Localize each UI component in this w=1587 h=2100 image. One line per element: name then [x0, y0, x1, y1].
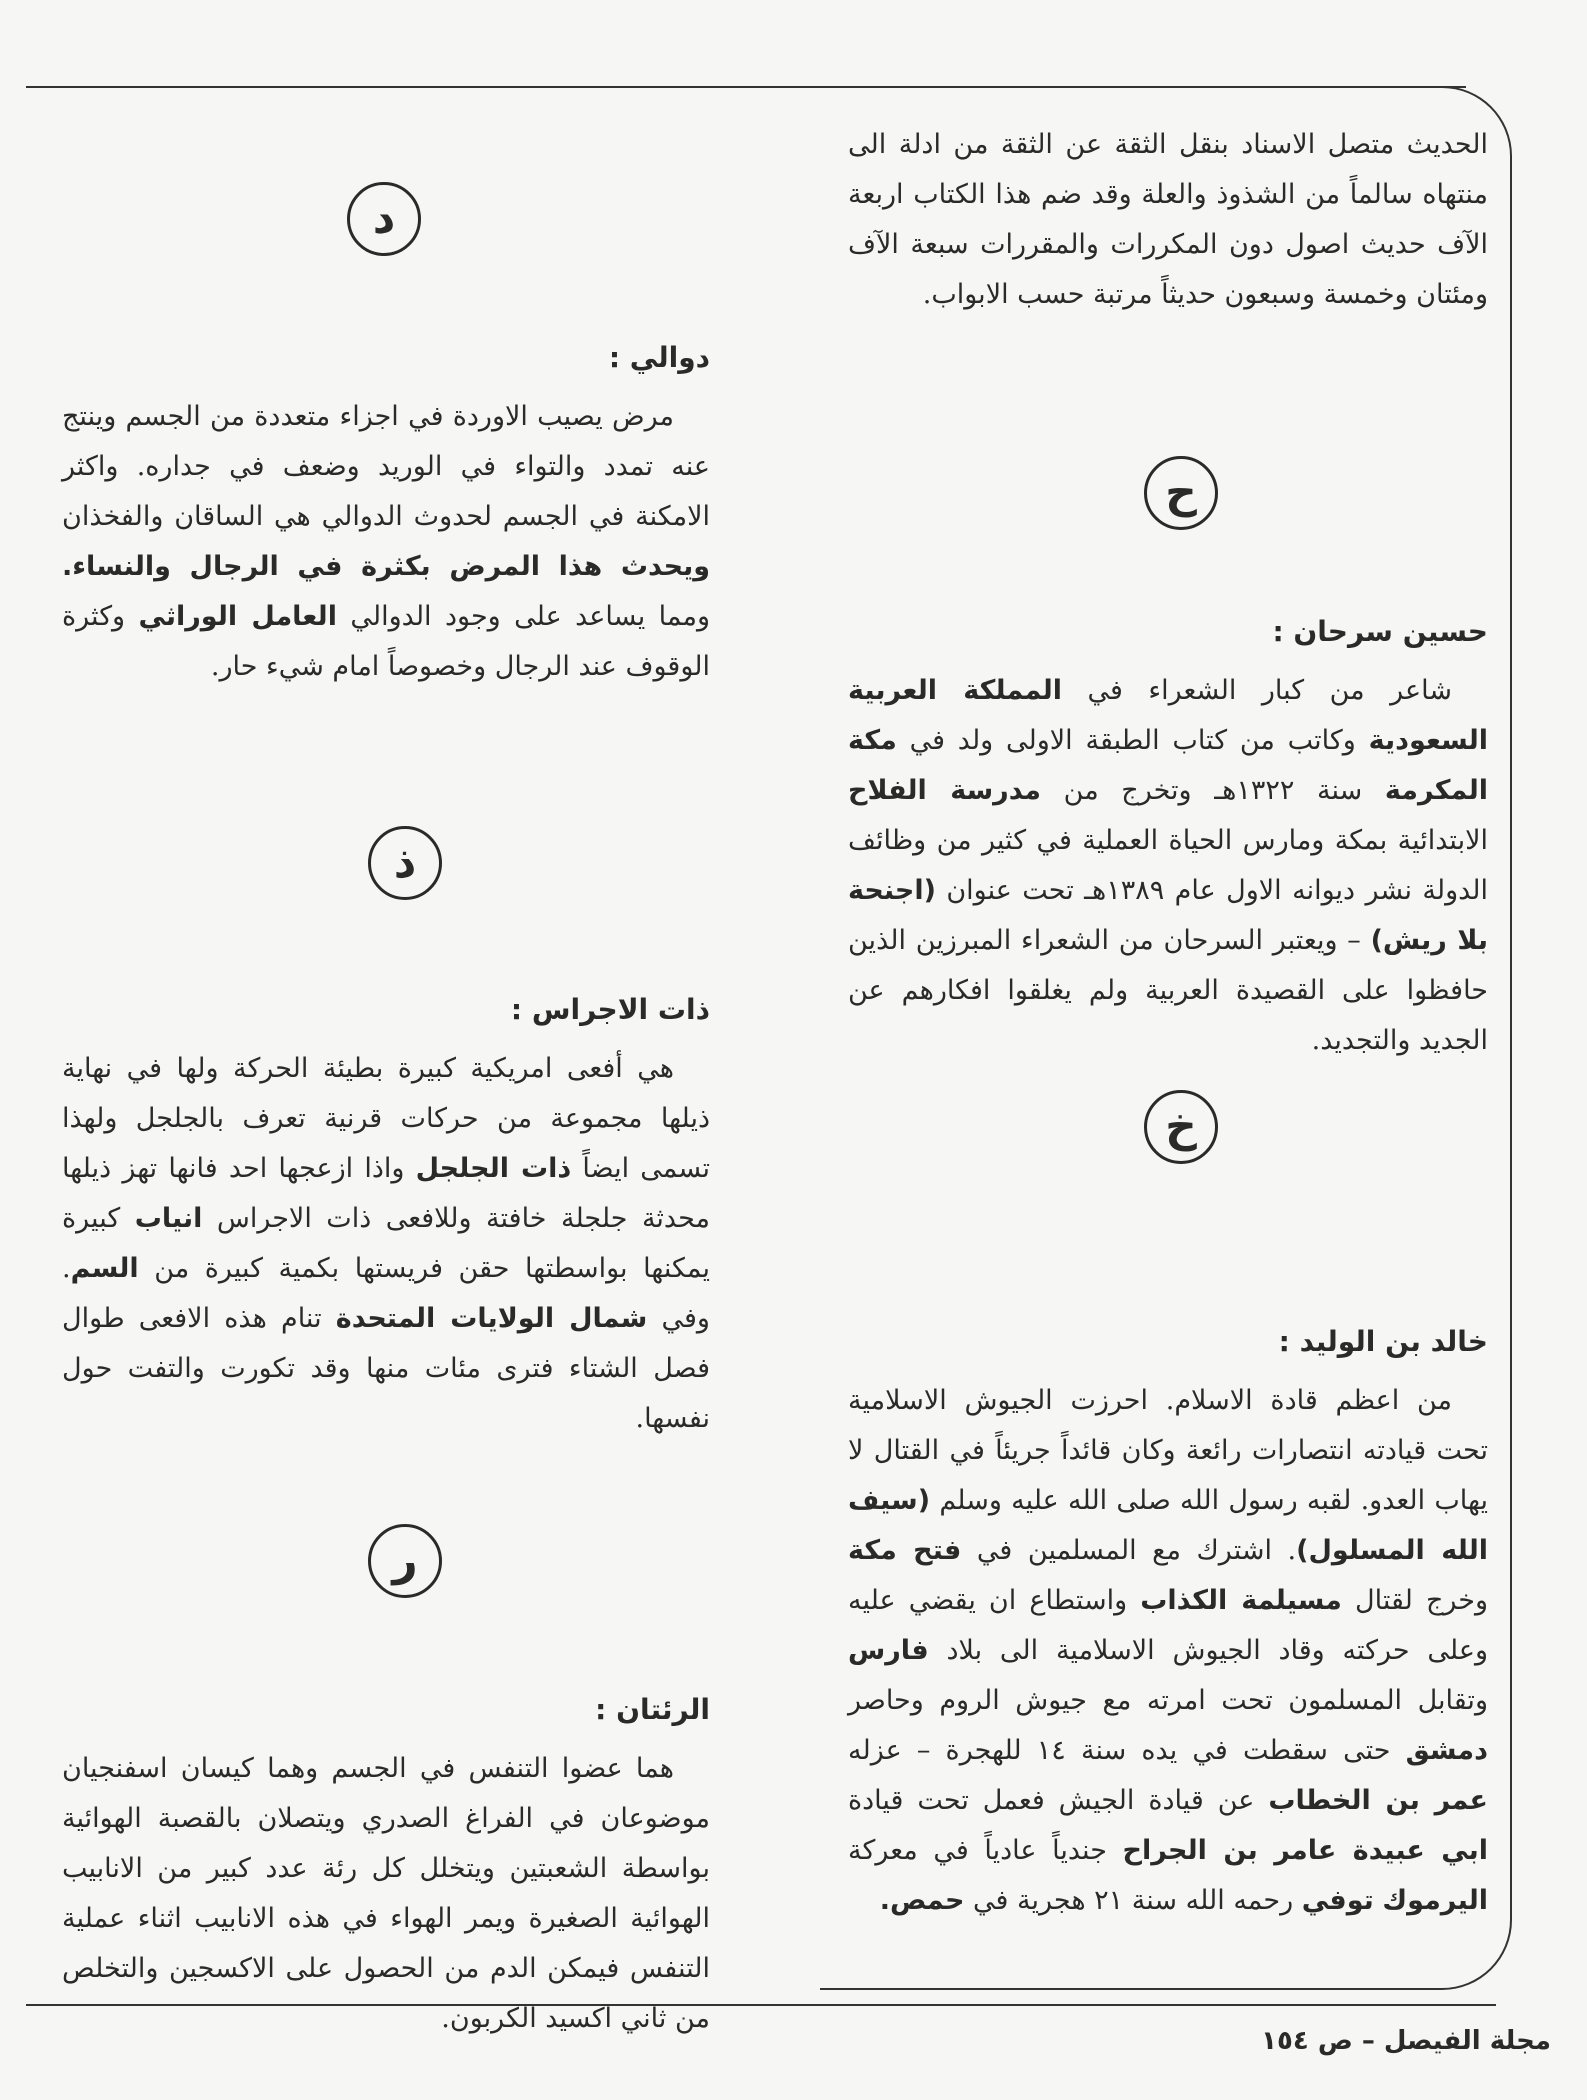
section-letter-dal: د — [347, 182, 421, 256]
entry-rattlesnake — [62, 990, 710, 1444]
entry-text: هما عضوا التنفس في الجسم وهما كيسان اسفنجيان موضوعان في الفراغ الصدري ويتصلان بالقصبة الهوائية بواسطة الشعبتين ويتخلل كل رئة عدد كبير من الانابيب الهوائية الصغيرة ويمر الهواء في هذه الانابيب اثناء عملية التنفس فيمكن الدم من الحصول على الاكسجين والتخلص من ثاني اكسيد الكربون. — [62, 1753, 710, 2034]
entry-text: هي أفعى امريكية كبيرة بطيئة الحركة ولها في نهاية ذيلها مجموعة من حركات قرنية تعرف بالجلجل ولهذا تسمى ايضاً ذات الجلجل واذا ازعجها احد فانها تهز ذيلها محدثة جلجلة خافتة وللافعى ذات الاجراس انياب كبيرة يمكنها بواسطتها حقن فريستها بكمية كبيرة من السم. وفي شمال الولايات المتحدة تنام هذه الافعى طوال فصل الشتاء فترى مئات منها وقد تكورت والتفت حول نفسها. — [62, 1053, 710, 1434]
hadith-paragraph: الحديث متصل الاسناد بنقل الثقة عن الثقة من ادلة الى منتهاه سالماً من الشذوذ والعلة وقد ضم هذا الكتاب اربعة الآف حديث اصول دون المكررات والمقررات سبعة الآف ومئتان وخمسة وسبعون حديثاً مرتبة حسب الابواب. — [848, 129, 1488, 310]
entry-varicose-veins — [62, 338, 710, 692]
entry-text: شاعر من كبار الشعراء في المملكة العربية السعودية وكاتب من كتاب الطبقة الاولى ولد في مكة المكرمة سنة ١٣٢٢هـ وتخرج من مدرسة الفلاح الابتدائية بمكة ومارس الحياة العملية في كثير من وظائف الدولة نشر ديوانه الاول عام ١٣٨٩هـ تحت عنوان (اجنحة بلا ريش) – ويعتبر السرحان من الشعراء المبرزين الذين حافظوا على القصيدة العربية ولم يغلقوا افكارهم عن الجديد والتجديد. — [848, 675, 1489, 1056]
section-letter-ra: ر — [368, 1524, 442, 1598]
section-letter-kha: خ — [1144, 1090, 1218, 1164]
entry-husayn-sirhan — [848, 612, 1488, 1066]
entry-heading: ذات الاجراس : — [510, 993, 710, 1026]
entry-heading: الرئتان : — [595, 1693, 710, 1726]
entry-heading: حسين سرحان : — [1272, 615, 1488, 648]
section-letter-ha: ح — [1144, 456, 1218, 530]
entry-khalid-ibn-al-walid — [848, 1322, 1488, 1926]
entry-text: مرض يصيب الاوردة في اجزاء متعددة من الجسم وينتج عنه تمدد والتواء في الوريد وضعف في جداره. واكثر الامكنة في الجسم لحدوث الدوالي هي الساقان والفخذان ويحدث هذا المرض بكثرة في الرجال والنساء. ومما يساعد على وجود الدوالي العامل الوراثي وكثرة الوقوف عند الرجال وخصوصاً امام شيء حار. — [62, 401, 711, 682]
entry-heading: خالد بن الوليد : — [1278, 1325, 1488, 1358]
entry-text: من اعظم قادة الاسلام. احرزت الجيوش الاسلامية تحت قيادته انتصارات رائعة وكان قائداً جريئاً في القتال لا يهاب العدو. لقبه رسول الله صلى الله عليه وسلم (سيف الله المسلول). اشترك مع المسلمين في فتح مكة وخرج لقتال مسيلمة الكذاب واستطاع ان يقضي عليه وعلى حركته وقاد الجيوش الاسلامية الى بلاد فارس وتقابل المسلمون تحت امرته مع جيوش الروم وحاصر دمشق حتى سقطت في يده سنة ١٤ للهجرة – عزله عمر بن الخطاب عن قيادة الجيش فعمل تحت قيادة ابي عبيدة عامر بن الجراح جندياً عادياً في معركة اليرموك توفي رحمه الله سنة ٢١ هجرية في حمص. — [848, 1385, 1489, 1916]
page-footer: مجلة الفيصل – ص ١٥٤ — [1261, 2026, 1551, 2056]
entry-lungs — [62, 1690, 710, 2044]
hadith-continuation — [848, 120, 1488, 320]
section-letter-dhal: ذ — [368, 826, 442, 900]
entry-heading: دوالي : — [608, 341, 710, 374]
